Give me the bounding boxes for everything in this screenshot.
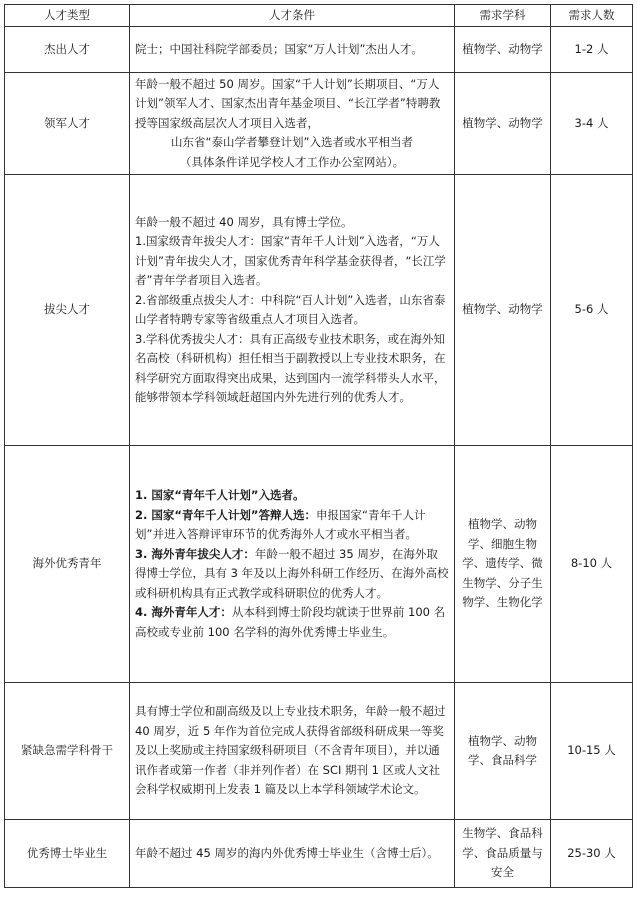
condition-item-title: 4. 海外青年人才： [135, 605, 232, 619]
talent-disciplines: 植物学、动物学 [455, 73, 551, 175]
table-row [5, 175, 633, 446]
talent-disciplines: 生物学、食品科学、食品质量与安全 [455, 820, 551, 888]
condition-text: 年龄一般不超过 50 周岁。国家“千人计划”长期项目、“万人计划”领军人才、国家杰出青年基金项目、“长江学者”特聘教授等国家级高层次人才项目入选者， [135, 76, 441, 130]
condition-item-text: 年龄一般不超过 35 周岁，在海外取得博士学位，具有 3 年及以上海外科研工作经历、在海外高校或科研机构具有正式教学或科研职位的优秀人才。 [135, 546, 449, 600]
table-row [5, 820, 633, 888]
talent-disciplines: 植物学、动物学、食品科学 [455, 683, 551, 820]
condition-item-title: 2. 国家“青年千人计划”答辩人选： [135, 507, 316, 522]
talent-type: 拔尖人才 [5, 175, 130, 446]
condition-item-text: 申报国家“青年千人计划”并进入答辩评审环节的优秀海外人才或水平相当者。 [135, 507, 426, 541]
condition-item [135, 486, 449, 506]
table-row [5, 446, 633, 683]
talent-type: 杰出人才 [5, 27, 130, 73]
talent-table [4, 4, 633, 888]
condition-item-title: 1. 国家“青年千人计划”入选者。 [135, 488, 305, 502]
header-row [5, 5, 633, 27]
talent-disciplines: 植物学、动物学 [455, 175, 551, 446]
talent-type: 优秀博士毕业生 [5, 820, 130, 888]
header-type: 人才类型 [5, 5, 130, 27]
condition-text: 1.国家级青年拔尖人才：国家“青年千人计划”入选者，“万人计划”青年拔尖人才，国家优秀青年科学基金获得者，“长江学者”青年学者项目入选者。 [135, 234, 446, 287]
talent-count: 5-6 人 [551, 175, 633, 446]
talent-count: 8-10 人 [551, 446, 633, 683]
talent-type: 领军人才 [5, 73, 130, 175]
table-row [5, 73, 633, 175]
condition-text: 3.学科优秀拔尖人才：具有正高级专业技术职务，或在海外知名高校（科研机构）担任相当于副教授以上专业技术职务，在科学研究方面取得突出成果，达到国内一流学科带头人水平，能够带领本学科领域赶超国内外先进行列的优秀人才。 [135, 331, 446, 404]
condition-text: 院士；中国社科院学部委员；国家“万人计划”杰出人才。 [135, 41, 423, 56]
condition-text: 山东省“泰山学者攀登计划”入选者或水平相当者 [171, 135, 413, 150]
talent-count: 25-30 人 [551, 820, 633, 888]
condition-text: （具体条件详见学校人才工作办公室网站）。 [179, 154, 405, 169]
talent-count: 10-15 人 [551, 683, 633, 820]
talent-disciplines: 植物学、动物学、细胞生物学、遗传学、微生物学、分子生物学、生物化学 [455, 446, 551, 683]
talent-disciplines: 植物学、动物学 [455, 27, 551, 73]
talent-conditions [130, 175, 455, 446]
table-row [5, 27, 633, 73]
header-disciplines: 需求学科 [455, 5, 551, 27]
condition-item-text: 从本科到博士阶段均就读于世界前 100 名高校或专业前 100 名学科的海外优秀博士毕业生。 [135, 605, 446, 639]
talent-conditions [130, 73, 455, 175]
talent-conditions [130, 820, 455, 888]
condition-item [135, 603, 449, 642]
talent-type: 紧缺急需学科骨干 [5, 683, 130, 820]
talent-type: 海外优秀青年 [5, 446, 130, 683]
condition-item [135, 506, 449, 545]
condition-text: 具有博士学位和副高级及以上专业技术职务，年龄一般不超过 40 周岁，近 5 年作为首位完成人获得省部级科研成果一等奖及以上奖励或主持国家级科研项目（不含青年项目），并以通讯作者或第一作者（非并列作者）在 SCI 期刊 1 区或人文社会科学权威期刊上发表 1 篇及以上本学科领域学术论文。 [135, 704, 446, 797]
condition-text: 2.省部级重点拔尖人才：中科院“百人计划”入选者，山东省泰山学者特聘专家等省级重点人才项目入选者。 [135, 292, 446, 326]
talent-conditions [130, 446, 455, 683]
condition-text: 年龄一般不超过 40 周岁，具有博士学位。 [135, 214, 353, 229]
header-conditions: 人才条件 [130, 5, 455, 27]
condition-text: 年龄不超过 45 周岁的海内外优秀博士毕业生（含博士后）。 [135, 845, 439, 860]
talent-conditions [130, 27, 455, 73]
table-row [5, 683, 633, 820]
condition-item [135, 545, 449, 604]
header-count: 需求人数 [551, 5, 633, 27]
condition-item-title: 3. 海外青年拔尖人才： [135, 546, 255, 561]
talent-conditions [130, 683, 455, 820]
talent-count: 3-4 人 [551, 73, 633, 175]
talent-count: 1-2 人 [551, 27, 633, 73]
